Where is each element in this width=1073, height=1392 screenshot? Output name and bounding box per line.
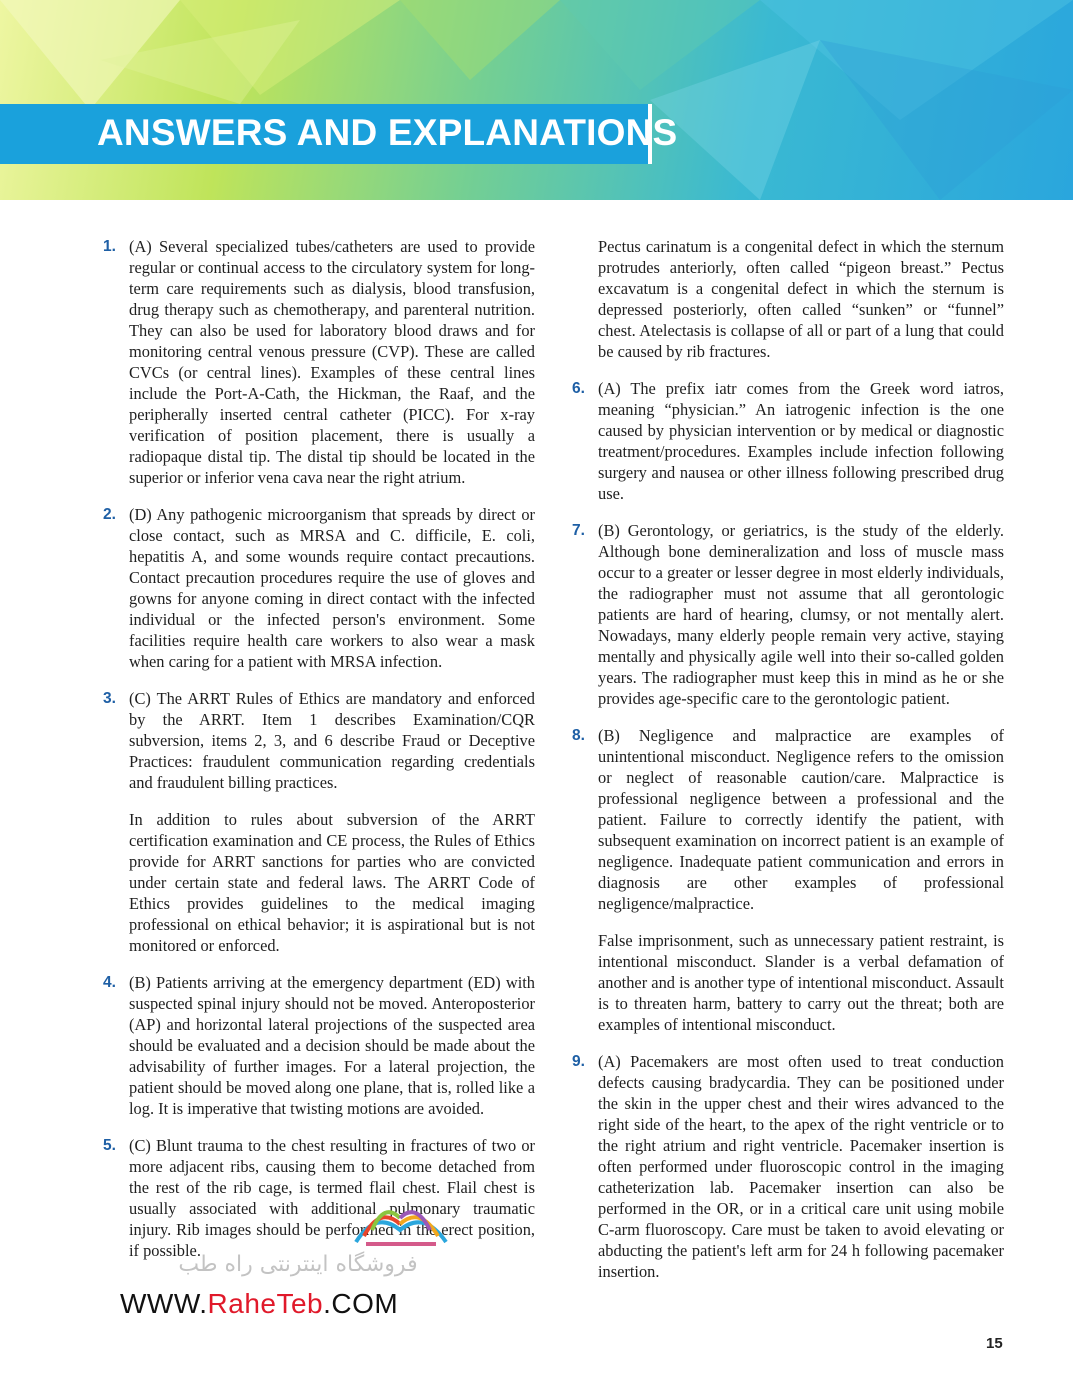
watermark [118,1190,478,1330]
item-number: 5. [103,1137,116,1154]
item-number: 1. [103,238,116,255]
answer-item-8 [572,725,1004,1035]
banner-decoration [0,0,1073,200]
book-logo-icon [346,1190,456,1250]
answer-paragraph: (A) Pacemakers are most often used to treat conduction defects causing bradycardia. They can be positioned under the skin in the upper chest and their wires advanced to the right side of the heart, to the apex of the right ventricle or to the right atrium and right ventricle. Pacemaker insertion is often performed under fluoroscopic control in the imaging catheterization lab. Pacemaker insertion can also be performed in the OR, or in a critical care unit using mobile C-arm fluoroscopy. Care must be taken to avoid elevating or abducting the patient's left arm for 24 h following pacemaker insertion. [598,1052,1004,1281]
right-column [572,236,1004,1298]
answer-paragraph: (B) Patients arriving at the emergency department (ED) with suspected spinal injury should not be moved. Anteroposterior (AP) and horizontal lateral projections of the suspected area should be evaluated and a decision should be made about the advisability of further images. For a lateral projection, the patient should be moved along one plane, that is, rolled like a log. It is imperative that twisting motions are avoided. [129,973,535,1118]
watermark-url[interactable] [120,1288,398,1320]
item-number: 7. [572,522,585,539]
url-suffix: .COM [323,1288,399,1319]
answer-paragraph: (D) Any pathogenic microorganism that spreads by direct or close contact, such as MRSA and C. difficile, E. coli, hepatitis A, and some wounds require contact precautions. Contact precaution procedures require the use of gloves and gowns for anyone coming in direct contact with the infected individual or the infected person's environment. Some facilities require health care workers to also wear a mask when caring for a patient with MRSA infection. [129,505,535,671]
answer-paragraph: (A) Several specialized tubes/catheters are used to provide regular or continual access to the circulatory system for long-term care requirements such as dialysis, blood transfusion, drug therapy such as chemotherapy, and parenteral nutrition. They can also be used for laboratory blood draws and for monitoring central venous pressure (CVP). These are called CVCs (or central lines). Examples of these central lines include the Port-A-Cath, the Hickman, the Raaf, and the peripherally inserted central catheter (PICC). For x-ray verification of position placement, there is usually a radiopaque distal tip. The distal tip should be located in the superior or inferior vena cava near the right atrium. [129,237,535,487]
answer-5-continuation: Pectus carinatum is a congenital defect in which the sternum protrudes anteriorly, often called “pigeon breast.” Pectus excavatum is a congenital defect in which the sternum is depressed posteriorly, often called “sunken” or “funnel” chest. Atelectasis is collapse of all or part of a lung that could be caused by rib fractures. [598,237,1004,361]
answer-item-3 [103,688,535,956]
answer-paragraph: (B) Gerontology, or geriatrics, is the study of the elderly. Although bone demineralization and loss of muscle mass occur to a greater or lesser degree in most elderly individuals, the radiographer must not assume that all gerontologic patients are hard of hearing, clumsy, or not mentally alert. Nowadays, many elderly people remain very active, staying mentally and physically agile well into their so-called golden years. The radiographer must keep this in mind as he or she provides age-specific care to the gerontologic patient. [598,521,1004,708]
answer-item-9 [572,1051,1004,1282]
item-number: 2. [103,506,116,523]
watermark-persian-text: فروشگاه اینترنتی راه طب [178,1252,418,1277]
answer-item-2 [103,504,535,672]
page-title: ANSWERS AND EXPLANATIONS [97,112,678,153]
item-number: 4. [103,974,116,991]
item-number: 8. [572,727,585,744]
answer-paragraph: (C) The ARRT Rules of Ethics are mandatory and enforced by the ARRT. Item 1 describes Examination/CQR subversion, items 2, 3, and 6 describe Fraud or Deceptive Practices: fraudulent communication regarding credentials and fraudulent billing practices. [129,689,535,792]
answer-item-4 [103,972,535,1119]
left-column [103,236,535,1277]
page-number: 15 [986,1335,1003,1352]
item-number: 6. [572,380,585,397]
item-number: 9. [572,1053,585,1070]
answer-paragraph: (C) Blunt trauma to the chest resulting in fractures of two or more adjacent ribs, causing them to become detached from the rest of the rib cage, is termed flail chest. Flail chest is usually associated with additional pulmonary traumatic injury. Rib images should be performed in the erect position, if possible. [129,1136,535,1260]
answer-paragraph: (A) The prefix iatr comes from the Greek word iatros, meaning “physician.” An iatrogenic infection is the one caused by physician intervention or by medical or diagnostic treatment/procedures. Examples include infection following surgery and nausea or other illness following prescribed drug use. [598,379,1004,503]
item-number: 3. [103,690,116,707]
url-brand: RaheTeb [207,1288,324,1319]
answer-item-7 [572,520,1004,709]
answer-paragraph: (B) Negligence and malpractice are examples of unintentional misconduct. Negligence refers to the omission or neglect of reasonable caution/care. Malpractice is professional negligence between a professional and the patient. Failure to correctly identify the patient, with subsequent examination on incorrect patient is an example of negligence. Inadequate patient communication and errors in diagnosis are other examples of professional negligence/malpractice. [598,726,1004,913]
answer-item-1 [103,236,535,488]
url-prefix: WWW. [120,1288,208,1319]
header-banner [0,0,1073,200]
answer-item-6 [572,378,1004,504]
answer-paragraph: False imprisonment, such as unnecessary patient restraint, is intentional misconduct. Slander is a verbal defamation of another and is another type of intentional misconduct. Assault is to threaten harm, battery to carry out the threat; both are examples of intentional misconduct. [598,931,1004,1034]
answer-paragraph: In addition to rules about subversion of the ARRT certification examination and CE process, the Rules of Ethics provide for ARRT sanctions for parties who are convicted under certain state and federal laws. The ARRT Code of Ethics provides guidelines to the medical imaging professional on ethical behavior; it is aspirational but is not monitored or enforced. [129,810,535,955]
